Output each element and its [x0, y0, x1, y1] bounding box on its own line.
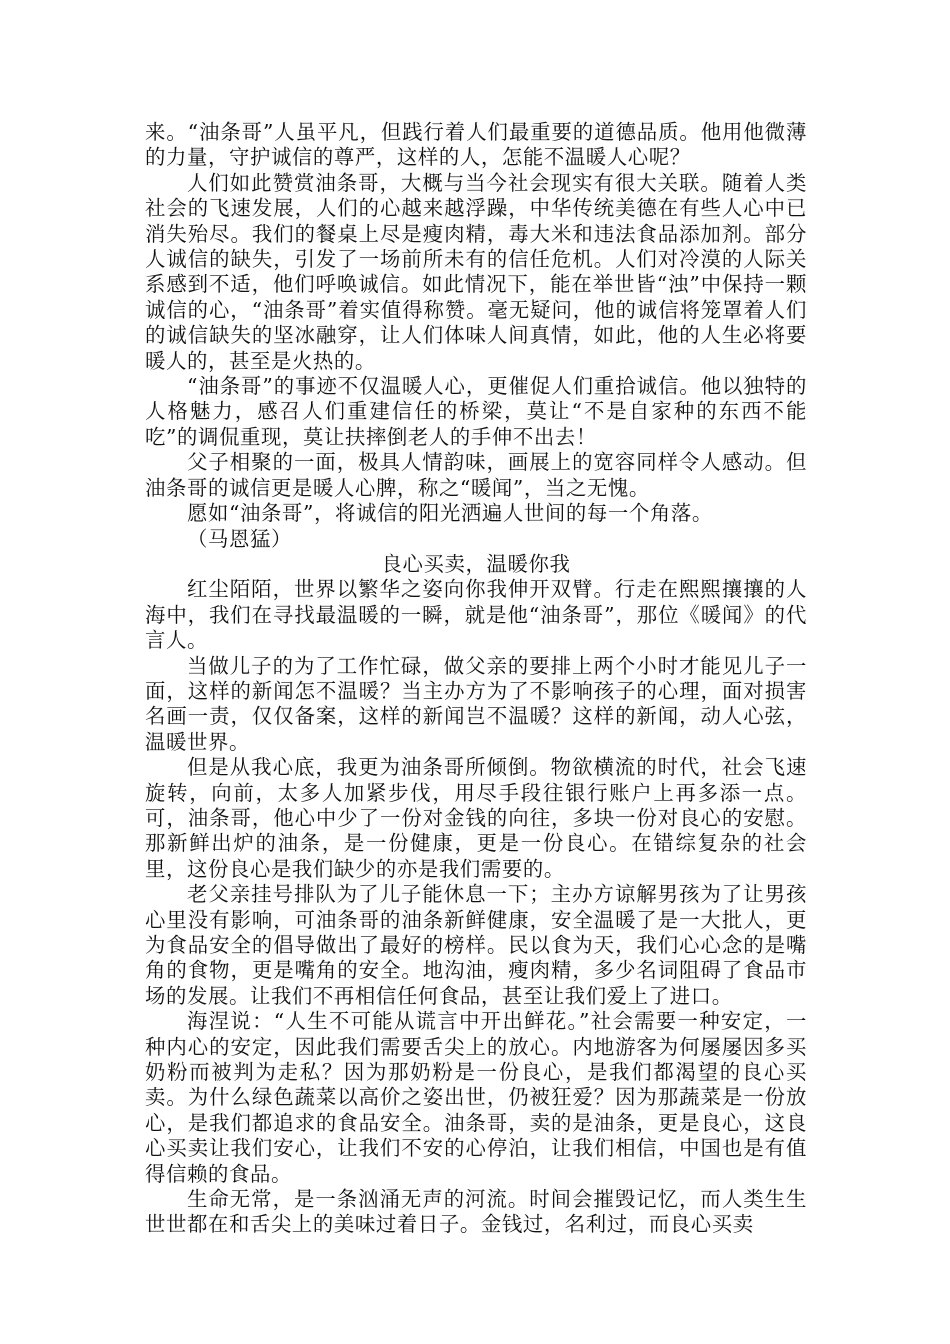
paragraph: 但是从我心底，我更为油条哥所倾倒。物欲横流的时代，社会飞速旋转，向前，太多人加紧步伐，用尽手段往银行账户上再多添一点。可，油条哥，他心中少了一份对金钱的向往，多块一份对良心的安慰。那新鲜出炉的油条，是一份健康，更是一份良心。在错综复杂的社会里，这份良心是我们缺少的亦是我们需要的。 [145, 755, 807, 881]
paragraph: 海涅说：“人生不可能从谎言中开出鲜花。”社会需要一种安定，一种内心的安定，因此我们需要舌尖上的放心。内地游客为何屡屡因多买奶粉而被判为走私？因为那奶粉是一份良心，是我们都渴望的良心买卖。为什么绿色蔬菜以高价之姿出世，仍被狂爱？因为那蔬菜是一份放心，是我们都追求的食品安全。油条哥，卖的是油条，更是良心，这良心买卖让我们安心，让我们不安的心停泊，让我们相信，中国也是有值得信赖的食品。 [145, 1009, 807, 1186]
paragraph: 父子相聚的一面，极具人情韵味，画展上的宽容同样令人感动。但油条哥的诚信更是暖人心脾，称之“暖闻”，当之无愧。 [145, 450, 807, 500]
author-name: （马恩猛） [187, 526, 292, 551]
paragraph: 当做儿子的为了工作忙碌，做父亲的要排上两个小时才能见儿子一面，这样的新闻怎不温暖？当主办方为了不影响孩子的心理，面对损害名画一责，仅仅备案，这样的新闻岂不温暖？这样的新闻，动人心弦，温暖世界。 [145, 653, 807, 754]
paragraph: 愿如“油条哥”，将诚信的阳光洒遍人世间的每一个角落。 [187, 501, 713, 526]
essay-title: 良心买卖，温暖你我 [381, 551, 571, 576]
document-page [145, 120, 807, 1238]
paragraph: 红尘陌陌，世界以繁华之姿向你我伸开双臂。行走在熙熙攘攘的人海中，我们在寻找最温暖的一瞬，就是他“油条哥”，那位《暖闻》的代言人。 [145, 577, 807, 653]
paragraph: “油条哥”的事迹不仅温暖人心，更催促人们重拾诚信。他以独特的人格魅力，感召人们重建信任的桥梁，莫让“不是自家种的东西不能吃”的调侃重现，莫让扶摔倒老人的手伸不出去！ [145, 374, 807, 449]
paragraph: 生命无常，是一条汹涌无声的河流。时间会摧毁记忆，而人类生生世世都在和舌尖上的美味过着日子。金钱过，名利过，而良心买卖 [145, 1187, 807, 1237]
paragraph: 人们如此赞赏油条哥，大概与当今社会现实有很大关联。随着人类社会的飞速发展，人们的心越来越浮躁，中华传统美德在有些人心中已消失殆尽。我们的餐桌上尽是瘦肉精，毒大米和违法食品添加剂。部分人诚信的缺失，引发了一场前所未有的信任危机。人们对冷漠的人际关系感到不适，他们呼唤诚信。如此情况下，能在举世皆“浊”中保持一颗诚信的心，“油条哥”着实值得称赞。毫无疑问，他的诚信将笼罩着人们的诚信缺失的坚冰融穿，让人们体味人间真情，如此，他的人生必将要暖人的，甚至是火热的。 [145, 170, 807, 373]
paragraph-continuation: 来。“油条哥”人虽平凡，但践行着人们最重要的道德品质。他用他微薄的力量，守护诚信的尊严，这样的人，怎能不温暖人心呢？ [145, 120, 807, 170]
paragraph: 老父亲挂号排队为了儿子能休息一下；主办方谅解男孩为了让男孩心里没有影响，可油条哥的油条新鲜健康，安全温暖了是一大批人，更为食品安全的倡导做出了最好的榜样。民以食为天，我们心心念的是嘴角的食物，更是嘴角的安全。地沟油，瘦肉精，多少名词阻碍了食品市场的发展。让我们不再相信任何食品，甚至让我们爱上了进口。 [145, 882, 807, 1008]
